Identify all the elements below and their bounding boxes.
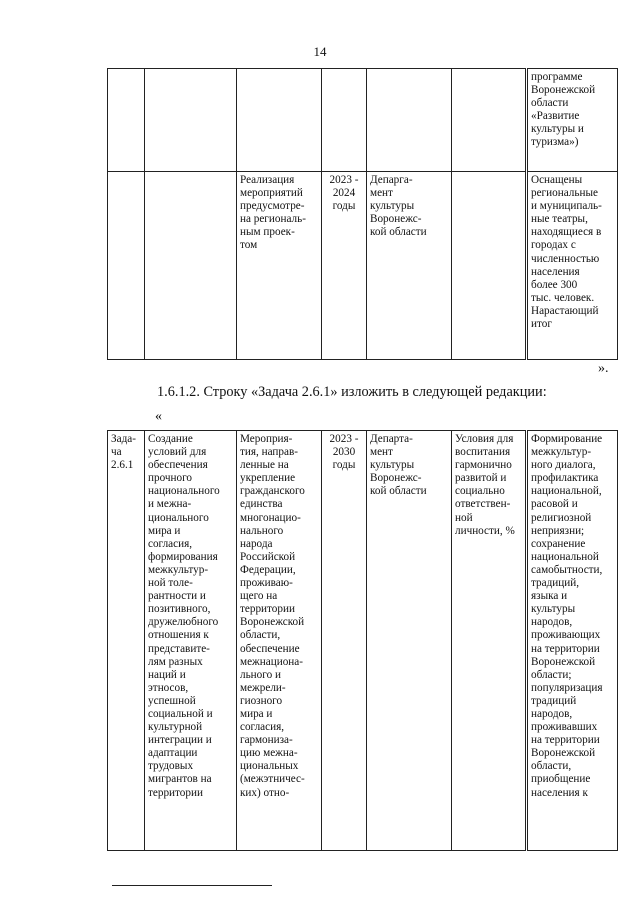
cell-line: трудовых — [148, 760, 194, 773]
cell-line: гармониза- — [240, 734, 293, 747]
cell-line: интеграции и — [148, 734, 212, 747]
cell-line: народов, — [531, 707, 573, 720]
cell-line: самобытности, — [531, 563, 603, 576]
cell-line: нального — [240, 524, 284, 537]
cell-line: неприязни; — [531, 524, 585, 537]
table-cell — [367, 69, 452, 172]
cell-line: адаптации — [148, 747, 198, 760]
measures-cell — [237, 431, 322, 851]
cell-line: Воронежской — [531, 84, 596, 97]
cell-line: согласия, — [240, 721, 285, 734]
cell-line: предусмотре- — [240, 200, 305, 213]
cell-line: Российской — [240, 550, 296, 563]
cell-line: городах с — [531, 239, 576, 252]
task-cell — [108, 431, 145, 851]
cell-line: религиозной — [531, 511, 592, 524]
cell-line: области, — [531, 760, 572, 773]
cell-line: развитой и — [455, 472, 507, 485]
cell-line: межнациона- — [240, 655, 303, 668]
table-cell — [452, 172, 527, 360]
cell-line: этносов, — [148, 681, 189, 694]
cell-line: ной — [455, 511, 473, 524]
table-row — [108, 172, 618, 360]
cell-line: культуры и — [531, 123, 584, 136]
cell-line: культуры — [370, 200, 415, 213]
cell-line: и муниципаль- — [531, 200, 602, 213]
page-number: 14 — [313, 44, 327, 59]
cell-line: Депарга- — [370, 174, 413, 186]
cell-line: льного и — [240, 668, 281, 681]
cell-line: кой области — [370, 485, 427, 498]
cell-text — [148, 433, 233, 800]
cell-line: населения — [531, 265, 580, 278]
cell-line: лям разных — [148, 655, 203, 668]
cell-line: Формирование — [531, 433, 603, 445]
cell-line: Создание — [148, 433, 193, 445]
cell-line: гиозного — [240, 694, 283, 707]
cell-line: мира и — [148, 524, 181, 537]
cell-line: территории — [240, 603, 295, 616]
cell-line: гармонично — [455, 459, 512, 472]
cell-line: 2023 - — [329, 174, 359, 186]
cell-line: проживающих — [531, 629, 601, 642]
cell-line: Воронежс- — [370, 472, 422, 485]
cell-line: национальной — [531, 550, 599, 563]
cell-line: области; — [531, 668, 572, 681]
cell-text — [531, 71, 614, 150]
cell-line: ным проек- — [240, 226, 295, 239]
cell-text — [370, 433, 448, 498]
cell-line: социальной и — [148, 707, 213, 720]
cell-line: Федерации, — [240, 563, 296, 576]
table-cell — [108, 69, 145, 172]
cell-line: Мероприя- — [240, 433, 293, 445]
cell-line: кой области — [370, 226, 427, 239]
cell-line: культуры — [531, 603, 576, 616]
cell-line: национального — [148, 485, 220, 498]
table-cell — [145, 69, 237, 172]
result-cell — [527, 431, 618, 851]
table-row — [108, 431, 618, 851]
cell-line: годы — [332, 200, 356, 213]
closing-quote: ». — [598, 361, 609, 376]
cell-line: территории — [148, 786, 203, 799]
executor-cell — [367, 431, 452, 851]
cell-line: единства — [240, 498, 283, 511]
cell-line: 2023 - — [329, 433, 359, 445]
cell-line: представите- — [148, 642, 210, 655]
cell-line: тия, направ- — [240, 446, 298, 459]
cell-line: традиций, — [531, 577, 580, 590]
cell-line: мира и — [240, 707, 273, 720]
cell-line: Нарастающий — [531, 304, 599, 317]
cell-line: условий для — [148, 446, 207, 459]
cell-line: популяризация — [531, 681, 603, 694]
cell-line: на территории — [531, 734, 600, 747]
cell-line: «Развитие — [531, 110, 580, 123]
result-cell — [527, 69, 618, 172]
table-cell — [452, 69, 527, 172]
cell-line: гражданского — [240, 485, 305, 498]
table-row — [108, 69, 618, 172]
cell-text — [455, 433, 522, 538]
cell-line: на региональ- — [240, 213, 306, 226]
cell-line: области, — [240, 629, 281, 642]
cell-line: ного диалога, — [531, 459, 596, 472]
cell-line: прочного — [148, 472, 192, 485]
cell-line: позитивного, — [148, 603, 211, 616]
table-cell — [322, 69, 367, 172]
table-cell — [237, 69, 322, 172]
cell-line: ные театры, — [531, 213, 588, 226]
cell-line: (межэтничес- — [240, 773, 305, 786]
cell-line: том — [240, 239, 258, 252]
cell-line: согласия, — [148, 537, 193, 550]
cell-line: мигрантов на — [148, 773, 212, 786]
cell-text — [240, 433, 318, 800]
cell-line: народа — [240, 537, 273, 550]
cell-line: годы — [332, 459, 356, 472]
cell-line: проживавших — [531, 721, 598, 734]
period-cell — [322, 172, 367, 360]
cell-line: на территории — [531, 642, 600, 655]
program-table-continuation — [107, 68, 618, 360]
cell-line: рантности и — [148, 590, 206, 603]
cell-line: ча — [111, 446, 122, 459]
cell-text — [325, 174, 363, 213]
cell-line: сохранение — [531, 537, 586, 550]
footnote-rule — [112, 885, 272, 886]
cell-line: ленные на — [240, 459, 289, 472]
cell-line: Воронежской — [531, 747, 596, 760]
cell-line: туризма») — [531, 136, 579, 149]
executor-cell — [367, 172, 452, 360]
cell-line: 2024 — [332, 187, 356, 200]
cell-line: профилактика — [531, 472, 599, 485]
cell-line: ной толе- — [148, 577, 193, 590]
cell-line: успешной — [148, 694, 196, 707]
cell-text — [531, 433, 614, 800]
cell-line: культурной — [148, 721, 203, 734]
result-cell — [527, 172, 618, 360]
cell-line: традиций — [531, 694, 577, 707]
task-table — [107, 430, 618, 851]
cell-line: социально — [455, 485, 505, 498]
cell-line: культуры — [370, 459, 415, 472]
cell-line: ционального — [148, 511, 209, 524]
cell-line: дружелюбного — [148, 616, 219, 629]
cell-line: межрели- — [240, 681, 286, 694]
cell-line: находящиеся в — [531, 226, 602, 239]
cell-text — [370, 174, 448, 239]
cell-line: 2030 — [332, 446, 356, 459]
goal-cell — [145, 431, 237, 851]
cell-line: численностью — [531, 252, 600, 265]
cell-line: ответствен- — [455, 498, 511, 511]
cell-line: формирования — [148, 550, 218, 563]
cell-line: 2.6.1 — [111, 459, 134, 472]
cell-line: региональные — [531, 187, 598, 200]
cell-line: языка и — [531, 590, 568, 603]
cell-text — [325, 433, 363, 472]
indicator-cell — [452, 431, 527, 851]
cell-text — [240, 174, 318, 253]
cell-line: воспитания — [455, 446, 511, 459]
cell-text — [531, 174, 614, 331]
cell-line: межкультур- — [531, 446, 592, 459]
cell-line: наций и — [148, 668, 186, 681]
cell-line: обеспечения — [148, 459, 208, 472]
cell-line: ких) отно- — [240, 786, 290, 799]
cell-line: мероприятий — [240, 187, 303, 200]
cell-line: народов, — [531, 616, 573, 629]
measure-cell — [237, 172, 322, 360]
cell-line: Воронежс- — [370, 213, 422, 226]
amendment-instruction: 1.6.1.2. Строку «Задача 2.6.1» изложить в следующей редакции: — [157, 384, 547, 400]
cell-line: приобщение — [531, 773, 591, 786]
cell-line: щего на — [240, 590, 278, 603]
cell-line: цию межна- — [240, 747, 298, 760]
cell-line: циональных — [240, 760, 299, 773]
cell-line: многонацио- — [240, 511, 301, 524]
cell-text — [111, 433, 141, 472]
cell-line: национальной, — [531, 485, 602, 498]
cell-line: Зада- — [111, 433, 136, 445]
cell-line: Реализация — [240, 174, 295, 186]
opening-quote: « — [155, 409, 162, 424]
cell-line: Условия для — [455, 433, 514, 445]
cell-line: итог — [531, 318, 552, 331]
cell-line: и межна- — [148, 498, 192, 511]
table-cell — [108, 172, 145, 360]
cell-line: проживаю- — [240, 577, 293, 590]
cell-line: тыс. человек. — [531, 291, 595, 304]
cell-line: Воронежской — [531, 655, 596, 668]
table-cell — [145, 172, 237, 360]
cell-line: программе — [531, 71, 583, 83]
cell-line: мент — [370, 446, 393, 459]
cell-line: обеспечение — [240, 642, 300, 655]
cell-line: отношения к — [148, 629, 209, 642]
cell-line: укрепление — [240, 472, 296, 485]
cell-line: расовой и — [531, 498, 578, 511]
cell-line: области — [531, 97, 569, 110]
cell-line: Оснащены — [531, 174, 583, 186]
cell-line: Воронежской — [240, 616, 305, 629]
cell-line: межкультур- — [148, 563, 209, 576]
cell-line: мент — [370, 187, 393, 200]
cell-line: населения к — [531, 786, 588, 799]
cell-line: личности, % — [455, 524, 515, 537]
cell-line: Департа- — [370, 433, 413, 445]
period-cell — [322, 431, 367, 851]
cell-line: более 300 — [531, 278, 578, 291]
